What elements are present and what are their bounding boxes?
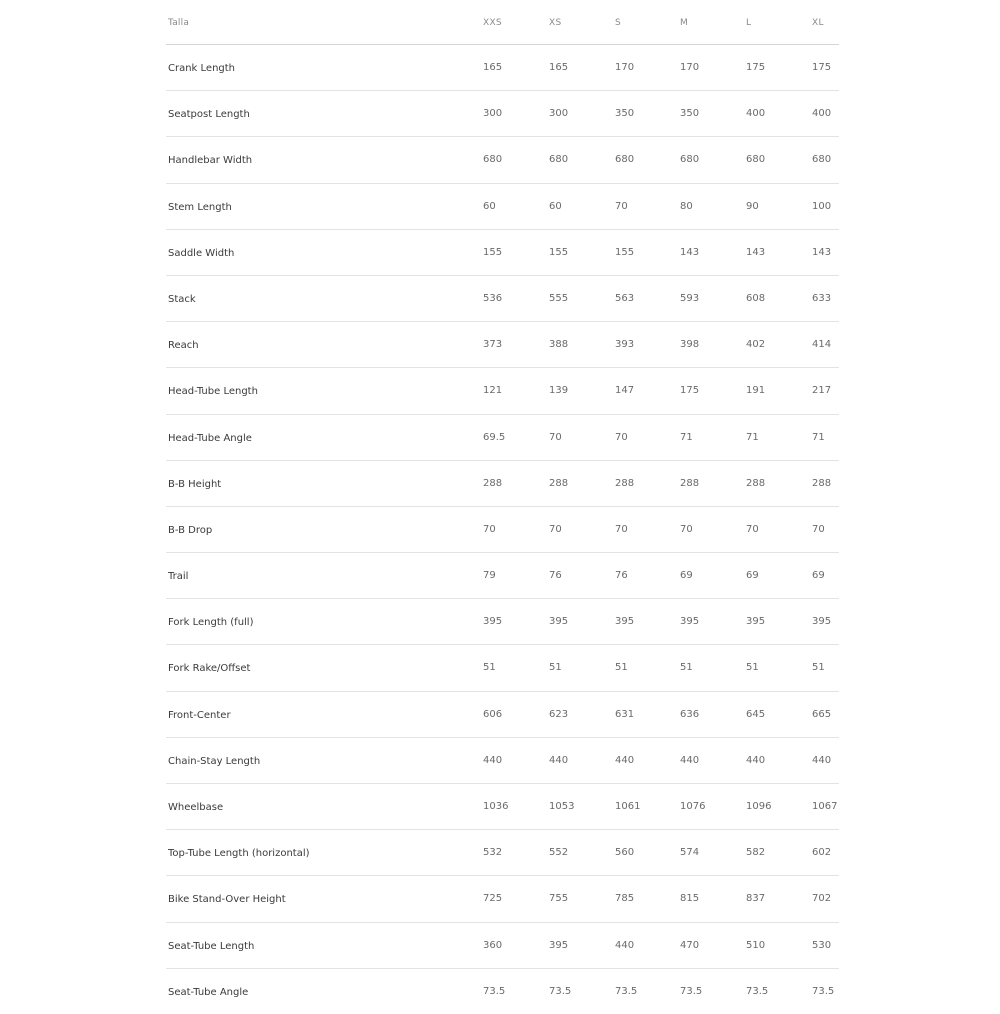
row-value-cell: 80 xyxy=(680,200,693,212)
row-value-cell: 143 xyxy=(746,246,766,258)
row-value-cell: 71 xyxy=(812,431,825,443)
row-value-cell: 70 xyxy=(483,523,496,535)
row-value-cell: 1076 xyxy=(680,801,706,812)
row-value-cell: 90 xyxy=(746,200,759,212)
row-value-cell: 665 xyxy=(812,708,832,720)
table-row xyxy=(166,276,839,322)
row-value-cell: 300 xyxy=(483,108,503,120)
table-header-row xyxy=(166,0,839,45)
row-value-cell: 191 xyxy=(746,385,766,397)
row-value-cell: 360 xyxy=(483,939,503,951)
row-value-cell: 70 xyxy=(549,431,562,443)
row-value-cell: 51 xyxy=(483,662,496,674)
row-value-cell: 532 xyxy=(483,847,503,859)
row-value-cell: 395 xyxy=(549,939,569,951)
row-value-cell: 1096 xyxy=(746,801,772,812)
table-row xyxy=(166,322,839,368)
header-size-m: M xyxy=(680,18,689,28)
row-value-cell: 393 xyxy=(615,339,635,351)
row-value-cell: 1067 xyxy=(812,801,838,812)
row-value-cell: 121 xyxy=(483,385,503,397)
row-value-cell: 73.5 xyxy=(615,985,638,997)
header-size-l: L xyxy=(746,18,752,28)
row-value-cell: 71 xyxy=(746,431,759,443)
row-label: Seat-Tube Angle xyxy=(168,986,249,998)
table-row xyxy=(166,507,839,553)
row-value-cell: 350 xyxy=(615,108,635,120)
row-value-cell: 143 xyxy=(680,246,700,258)
row-value-cell: 395 xyxy=(746,616,766,628)
row-label: Crank Length xyxy=(168,63,236,74)
row-value-cell: 143 xyxy=(812,246,832,258)
row-value-cell: 602 xyxy=(812,847,832,859)
row-value-cell: 388 xyxy=(549,339,569,351)
row-value-cell: 60 xyxy=(483,200,496,212)
row-value-cell: 1053 xyxy=(549,801,575,812)
row-value-cell: 76 xyxy=(549,570,562,582)
row-label: Top-Tube Length (horizontal) xyxy=(168,848,310,860)
row-value-cell: 560 xyxy=(615,847,635,859)
row-label: Saddle Width xyxy=(168,247,235,259)
table-row xyxy=(166,692,839,738)
row-value-cell: 606 xyxy=(483,708,503,720)
table-row xyxy=(166,784,839,830)
table-row xyxy=(166,738,839,784)
row-value-cell: 608 xyxy=(746,292,766,304)
header-size-xxs: XXS xyxy=(483,18,502,28)
row-value-cell: 680 xyxy=(615,154,635,166)
row-label: Stem Length xyxy=(168,201,232,213)
table-row xyxy=(166,368,839,414)
row-value-cell: 645 xyxy=(746,708,766,720)
row-value-cell: 440 xyxy=(680,754,700,766)
row-value-cell: 400 xyxy=(746,108,766,120)
row-value-cell: 563 xyxy=(615,292,635,304)
row-value-cell: 73.5 xyxy=(812,985,835,997)
geometry-table xyxy=(166,0,839,1014)
row-value-cell: 395 xyxy=(549,616,569,628)
row-value-cell: 165 xyxy=(483,62,503,73)
row-label: Wheelbase xyxy=(168,802,224,813)
header-size-xs: XS xyxy=(549,18,562,28)
row-label: B-B Height xyxy=(168,478,222,490)
row-value-cell: 288 xyxy=(680,477,700,489)
row-value-cell: 510 xyxy=(746,939,766,951)
row-value-cell: 593 xyxy=(680,292,700,304)
table-row xyxy=(166,553,839,599)
row-value-cell: 470 xyxy=(680,939,700,951)
row-value-cell: 702 xyxy=(812,893,832,905)
row-value-cell: 60 xyxy=(549,200,562,212)
row-value-cell: 76 xyxy=(615,570,628,582)
row-label: Head-Tube Length xyxy=(168,386,258,398)
row-value-cell: 1036 xyxy=(483,801,509,812)
row-value-cell: 440 xyxy=(812,754,832,766)
row-value-cell: 175 xyxy=(680,385,700,397)
row-value-cell: 217 xyxy=(812,385,832,397)
table-body xyxy=(166,45,839,1014)
row-value-cell: 440 xyxy=(746,754,766,766)
row-value-cell: 69 xyxy=(680,570,693,582)
row-value-cell: 70 xyxy=(812,523,825,535)
row-value-cell: 79 xyxy=(483,570,496,582)
row-value-cell: 70 xyxy=(680,523,693,535)
row-value-cell: 100 xyxy=(812,200,832,212)
table-row xyxy=(166,876,839,922)
row-value-cell: 440 xyxy=(549,754,569,766)
row-value-cell: 147 xyxy=(615,385,635,397)
row-value-cell: 288 xyxy=(483,477,503,489)
row-value-cell: 530 xyxy=(812,939,832,951)
row-value-cell: 288 xyxy=(549,477,569,489)
row-value-cell: 631 xyxy=(615,708,635,720)
row-value-cell: 155 xyxy=(615,246,635,258)
row-label: B-B Drop xyxy=(168,524,213,536)
row-label: Handlebar Width xyxy=(168,155,253,167)
row-label: Seat-Tube Length xyxy=(168,940,255,952)
row-value-cell: 300 xyxy=(549,108,569,120)
row-value-cell: 680 xyxy=(812,154,832,166)
row-value-cell: 815 xyxy=(680,893,700,905)
row-value-cell: 636 xyxy=(680,708,700,720)
table-row xyxy=(166,461,839,507)
row-label: Trail xyxy=(168,571,189,583)
row-value-cell: 440 xyxy=(483,754,503,766)
row-value-cell: 755 xyxy=(549,893,569,905)
row-value-cell: 139 xyxy=(549,385,569,397)
row-value-cell: 70 xyxy=(746,523,759,535)
row-value-cell: 1061 xyxy=(615,801,641,812)
row-value-cell: 350 xyxy=(680,108,700,120)
row-label: Reach xyxy=(168,340,199,352)
row-value-cell: 536 xyxy=(483,292,503,304)
row-value-cell: 725 xyxy=(483,893,503,905)
row-label: Front-Center xyxy=(168,709,231,721)
row-value-cell: 402 xyxy=(746,339,766,351)
row-value-cell: 680 xyxy=(746,154,766,166)
table-row xyxy=(166,830,839,876)
header-label: Talla xyxy=(168,18,190,28)
row-value-cell: 73.5 xyxy=(483,985,506,997)
row-value-cell: 373 xyxy=(483,339,503,351)
row-value-cell: 155 xyxy=(549,246,569,258)
row-value-cell: 175 xyxy=(812,62,832,73)
row-value-cell: 623 xyxy=(549,708,569,720)
row-value-cell: 155 xyxy=(483,246,503,258)
row-value-cell: 785 xyxy=(615,893,635,905)
row-value-cell: 51 xyxy=(680,662,693,674)
table-row xyxy=(166,184,839,230)
table-row xyxy=(166,969,839,1014)
row-value-cell: 440 xyxy=(615,754,635,766)
row-value-cell: 70 xyxy=(549,523,562,535)
row-value-cell: 680 xyxy=(680,154,700,166)
row-value-cell: 73.5 xyxy=(746,985,769,997)
row-value-cell: 51 xyxy=(746,662,759,674)
row-value-cell: 73.5 xyxy=(549,985,572,997)
row-value-cell: 555 xyxy=(549,292,569,304)
table-row xyxy=(166,230,839,276)
table-row xyxy=(166,137,839,183)
row-value-cell: 288 xyxy=(812,477,832,489)
row-value-cell: 440 xyxy=(615,939,635,951)
table-row xyxy=(166,923,839,969)
row-value-cell: 395 xyxy=(680,616,700,628)
row-value-cell: 69 xyxy=(812,570,825,582)
row-value-cell: 398 xyxy=(680,339,700,351)
row-value-cell: 680 xyxy=(483,154,503,166)
row-value-cell: 414 xyxy=(812,339,832,351)
table-row xyxy=(166,45,839,91)
row-label: Head-Tube Angle xyxy=(168,432,252,444)
row-value-cell: 574 xyxy=(680,847,700,859)
row-value-cell: 582 xyxy=(746,847,766,859)
row-label: Stack xyxy=(168,293,196,305)
row-value-cell: 837 xyxy=(746,893,766,905)
row-value-cell: 170 xyxy=(615,62,635,73)
row-value-cell: 51 xyxy=(615,662,628,674)
table-row xyxy=(166,415,839,461)
row-label: Bike Stand-Over Height xyxy=(168,894,286,906)
row-value-cell: 633 xyxy=(812,292,832,304)
table-row xyxy=(166,645,839,691)
table-row xyxy=(166,599,839,645)
row-value-cell: 71 xyxy=(680,431,693,443)
row-label: Fork Rake/Offset xyxy=(168,663,251,675)
row-value-cell: 395 xyxy=(615,616,635,628)
row-value-cell: 288 xyxy=(746,477,766,489)
header-size-xl: XL xyxy=(812,18,824,28)
row-value-cell: 69 xyxy=(746,570,759,582)
row-value-cell: 69.5 xyxy=(483,431,506,443)
row-value-cell: 51 xyxy=(812,662,825,674)
row-value-cell: 70 xyxy=(615,431,628,443)
row-value-cell: 70 xyxy=(615,523,628,535)
row-label: Fork Length (full) xyxy=(168,617,254,629)
row-value-cell: 288 xyxy=(615,477,635,489)
row-value-cell: 51 xyxy=(549,662,562,674)
row-value-cell: 680 xyxy=(549,154,569,166)
row-value-cell: 170 xyxy=(680,62,700,73)
row-value-cell: 70 xyxy=(615,200,628,212)
row-value-cell: 552 xyxy=(549,847,569,859)
row-value-cell: 165 xyxy=(549,62,569,73)
row-value-cell: 395 xyxy=(812,616,832,628)
row-label: Seatpost Length xyxy=(168,109,250,121)
row-value-cell: 175 xyxy=(746,62,766,73)
row-label: Chain-Stay Length xyxy=(168,755,261,767)
table-row xyxy=(166,91,839,137)
row-value-cell: 395 xyxy=(483,616,503,628)
header-size-s: S xyxy=(615,18,622,28)
row-value-cell: 73.5 xyxy=(680,985,703,997)
row-value-cell: 400 xyxy=(812,108,832,120)
